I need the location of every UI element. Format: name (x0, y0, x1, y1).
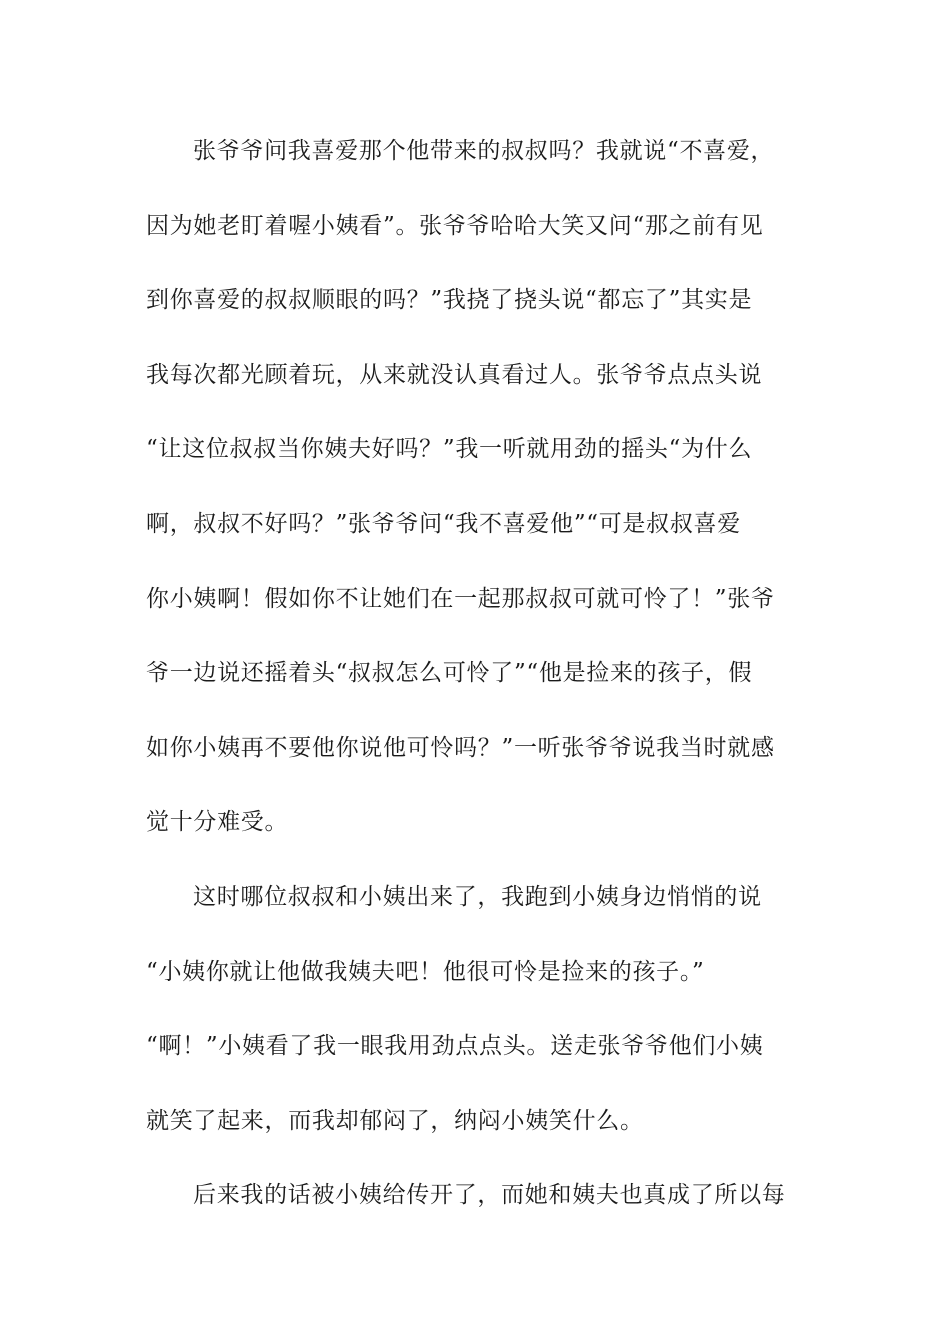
text-line: 我每次都光顾着玩，从来就没认真看过人。张爷爷点点头说 (146, 361, 763, 388)
text-line: 这时哪位叔叔和小姨出来了，我跑到小姨身边悄悄的说 (193, 883, 762, 910)
text-line: “让这位叔叔当你姨夫好吗？”我一听就用劲的摇头“为什么 (146, 436, 753, 463)
text-line: 因为她老盯着喔小姨看”。张爷爷哈哈大笑又问“那之前有见 (146, 212, 764, 239)
text-line: “小姨你就让他做我姨夫吧！他很可怜是捡来的孩子。” (146, 958, 705, 985)
document-body (146, 124, 806, 1243)
text-line: 后来我的话被小姨给传开了，而她和姨夫也真成了所以每 (193, 1182, 786, 1209)
text-line: 张爷爷问我喜爱那个他带来的叔叔吗？我就说“不喜爱， (193, 138, 775, 164)
text-line: 觉十分难受。 (146, 809, 289, 836)
text-line: 啊，叔叔不好吗？”张爷爷问“我不喜爱他”“可是叔叔喜爱 (146, 510, 741, 537)
text-line: 如你小姨再不要他你说他可怜吗？”一听张爷爷说我当时就感 (146, 734, 775, 761)
text-line: 到你喜爱的叔叔顺眼的吗？”我挠了挠头说“都忘了”其实是 (146, 287, 753, 314)
text-line: “啊！”小姨看了我一眼我用劲点点头。送走张爷爷他们小姨 (146, 1033, 764, 1060)
text-line: 爷一边说还摇着头“叔叔怎么可怜了”“他是捡来的孩子，假 (146, 660, 753, 687)
text-line: 你小姨啊！假如你不让她们在一起那叔叔可就可怜了！”张爷 (146, 585, 775, 612)
text-line: 就笑了起来，而我却郁闷了，纳闷小姨笑什么。 (146, 1107, 644, 1134)
